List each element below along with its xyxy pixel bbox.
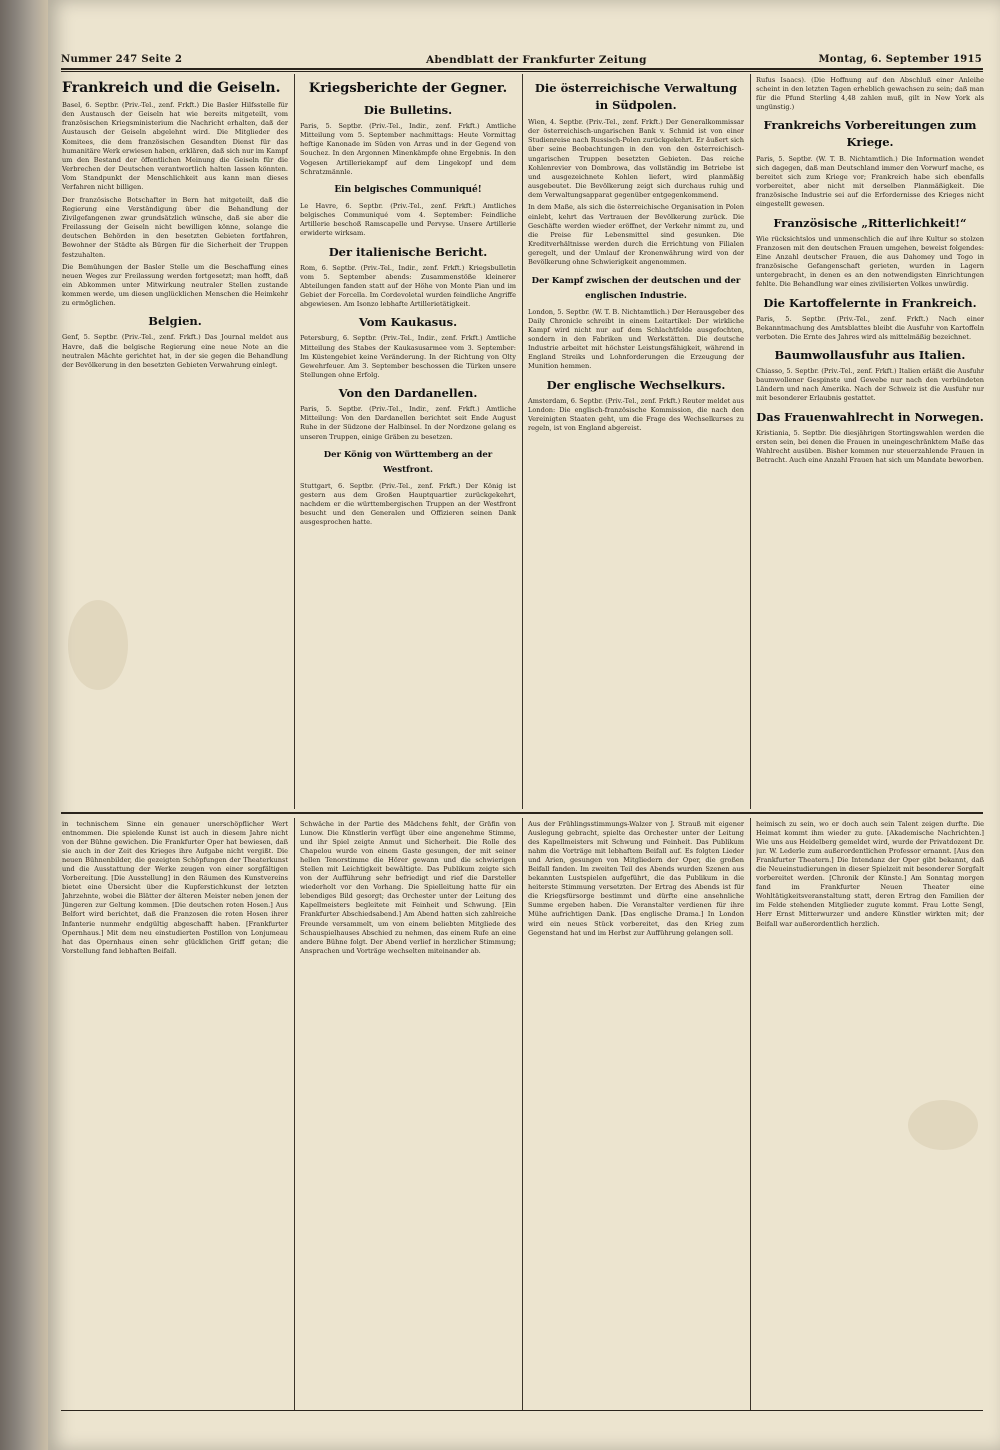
article-paragraph: Wien, 4. Septbr. (Priv.-Tel., zenf. Frkft.) Der Generalkommissar der österreichisch-ungarischen Bank v. Schmid ist von einer Studienreise nach Russisch-Polen zurückgekehrt. Er äußert sich über seine Beobachtungen in den von den österreichisch-ungarischen Truppen besetzten Gebieten. Das reiche Kohlenrevier von Dombrowa, das vollständig im Betriebe ist und ausgezeichnete Kohlen liefert, wird planmäßig ausgebeutet. Die Bevölkerung zeigt sich durchaus ruhig und dem Verwaltungsapparat gegenüber entgegenkommend. bbox=[528, 118, 744, 200]
section-heading: Der Kampf zwischen der deutschen und der englischen Industrie. bbox=[531, 275, 741, 301]
feuilleton-text: Schwäche in der Partie des Mädchens fehlt, der Gräfin von Lunow. Die Künstlerin verfügt über eine angenehme Stimme, und ihr Spiel zeigte Anmut und Sicherheit. Die Rolle des Chapelou wurde von einem Gaste gesungen, der mit seiner hellen Tenorstimme die Hörer gewann und die schwierigen Stellen mit Leichtigkeit bewältigte. Das Publikum zeigte sich von der Aufführung sehr befriedigt und rief die Darsteller wiederholt vor den Vorhang. Die Spielleitung hatte für ein lebendiges Bild gesorgt; das Orchester unter der Leitung des Kapellmeisters begleitete mit Feinheit und Schwung. [Ein Frankfurter Abschiedsabend.] Am Abend hatten sich zahlreiche Freunde versammelt, um von einem beliebten Mitgliede des Schauspielhauses Abschied zu nehmen, das einem Rufe an eine andere Bühne folgt. Der Abend verlief in herzlicher Stimmung; Ansprachen und Vorträge wechselten miteinander ab. bbox=[300, 820, 516, 955]
article-paragraph: Rom, 6. Septbr. (Priv.-Tel., Indir., zenf. Frkft.) Kriegsbulletin vom 5. September abends: Zusammenstöße kleinerer Abteilungen fanden statt auf der Höhe von Monte Pian und im Gebiet der Forcella. Im Cordevoletal wurden feindliche Angriffe abgewiesen. Am Isonzo lebhafte Artillerietätigkeit. bbox=[300, 263, 516, 309]
feuilleton-text: heimisch zu sein, wo er doch auch sein Talent zeigen durfte. Die Heimat kommt ihm wieder zu gute. [Akademische Nachrichten.] Wie uns aus Heidelberg gemeldet wird, wurde der Privatdozent Dr. jur. W. Lederle zum außerordentlichen Professor ernannt. [Aus den Frankfurter Theatern.] Die Intendanz der Oper gibt bekannt, daß die Neueinstudierungen in dieser Spielzeit mit besonderer Sorgfalt vorbereitet werden. [Chronik der Künste.] Am Sonntag morgen fand im Frankfurter Neuen Theater eine Wohltätigkeitsveranstaltung statt, deren Ertrag den Familien der im Felde stehenden Mitglieder zugute kommt. Frau Lotte Sengl, Herr Ernst Mitterwurzer und andere Künstler wirkten mit; der Beifall war außerordentlich herzlich. bbox=[756, 820, 984, 928]
article-paragraph: Rufus Isaacs). (Die Hoffnung auf den Abschluß einer Anleihe scheint in den letzten Tagen erheblich gewachsen zu sein; daß man für die Pfund Sterling 4,48 zahlen muß, gilt in New York als ungünstig.) bbox=[756, 76, 984, 112]
article-paragraph: Stuttgart, 6. Septbr. (Priv.-Tel., zenf. Frkft.) Der König ist gestern aus dem Großen Hauptquartier zurückgekehrt, nachdem er die württembergischen Truppen an der Westfront besucht und den Generalen und Offizieren seinen Dank ausgesprochen hatte. bbox=[300, 481, 516, 527]
column-2 bbox=[300, 76, 516, 808]
masthead-rule bbox=[61, 71, 983, 72]
article-headline: Kriegsberichte der Gegner. bbox=[308, 81, 508, 96]
column-4 bbox=[756, 76, 984, 808]
feuilleton-column-4 bbox=[756, 820, 984, 1408]
section-heading: Der englische Wechselkurs. bbox=[546, 377, 726, 392]
section-heading: Das Frauenwahlrecht in Norwegen. bbox=[756, 409, 984, 424]
article-paragraph: Chiasso, 5. Septbr. (Priv.-Tel., zenf. Frkft.) Italien erläßt die Ausfuhr baumwollener Gespinste und Gewebe nur nach den verbündeten Ländern und nach Amerika. Nach der Schweiz ist die Ausfuhr nur mit besonderer Erlaubnis gestattet. bbox=[756, 366, 984, 403]
article-paragraph: Le Havre, 6. Septbr. (Priv.-Tel., zenf. Frkft.) Amtliches belgisches Communiqué vom 4. September: Feindliche Artillerie beschoß Ramscapelle und Pervyse. Unsere Artillerie erwiderte wirksam. bbox=[300, 201, 516, 238]
article-paragraph: Paris, 5. Septbr. (W. T. B. Nichtamtlich.) Die Information wendet sich dagegen, daß man Deutschland immer den Vorwurf mache, es bereitet sich zum Kriege vor; Frankreich habe sich ebenfalls vorbereitet, aber nicht mit derselben Planmäßigkeit. Die französische Industrie sei auf die Erfordernisse des Krieges nicht eingestellt gewesen. bbox=[756, 154, 984, 209]
article-paragraph: Basel, 6. Septbr. (Priv.-Tel., zenf. Frkft.) Die Basler Hilfsstelle für den Austausch der Geiseln hat wie bereits mitgeteilt, vom französischen Kriegsministerium die Nachricht erhalten, daß der Austausch der Geiseln abgelehnt wird. Die Mitglieder des Komitees, die dem französischen Gesandten Dienst für das humanitäre Werk erwiesen haben, erklären, daß sich nur im Kampf um den Bestand der öffentlichen Meinung die Geiseln für die Verbrechen der Deutschen verantwortlich halten lassen könnten. Vom Standpunkt der Menschlichkeit aus kann man dieses Verfahren nicht billigen. bbox=[62, 101, 288, 192]
feuilleton-column-3 bbox=[528, 820, 744, 1408]
section-heading: Der italienische Bericht. bbox=[328, 244, 488, 259]
article-paragraph: London, 5. Septbr. (W. T. B. Nichtamtlich.) Der Herausgeber des Daily Chronicle schreibt in einem Leitartikel: Der wirkliche Kampf wird nicht nur auf dem Schlachtfelde ausgefochten, sondern in den Fabriken und Werkstätten. Die deutsche Industrie arbeitet mit höchster Leistungsfähigkeit, während in England Streiks und Lohnforderungen die Erzeugung der Munition hemmen. bbox=[528, 307, 744, 371]
section-heading: Von den Dardanellen. bbox=[338, 386, 478, 401]
page-bottom-rule bbox=[61, 1410, 983, 1411]
article-paragraph: Genf, 5. Septbr. (Priv.-Tel., zenf. Frkft.) Das Journal meldet aus Havre, daß die belgische Regierung eine neue Note an die neutralen Mächte gerichtet hat, in der sie gegen die Behandlung der Bevölkerung in den besetzten Gebieten Verwahrung einlegt. bbox=[62, 333, 288, 369]
section-heading: Baumwollausfuhr aus Italien. bbox=[774, 347, 966, 362]
article-headline: Frankreichs Vorbereitungen zum Kriege. bbox=[763, 117, 977, 149]
section-heading: Vom Kaukasus. bbox=[358, 315, 458, 330]
article-headline: Frankreich und die Geiseln. bbox=[62, 80, 281, 96]
feuilleton-rule bbox=[61, 812, 983, 814]
article-paragraph: Kristiania, 5. Septbr. Die diesjährigen Stortingswahlen werden die ersten sein, bei denen die Frauen in uneingeschränktem Maße das Wahlrecht ausüben. Bisher kommen nur steuerzahlende Frauen in Betracht. Auch eine Anzahl Frauen hat sich um Mandate beworben. bbox=[756, 428, 984, 465]
article-paragraph: Amsterdam, 6. Septbr. (Priv.-Tel., zenf. Frkft.) Reuter meldet aus London: Die englisch-französische Kommission, die nach den Vereinigten Staaten geht, um die Frage des Wechselkurses zu regeln, ist von England abgereist. bbox=[528, 396, 744, 433]
column-rule bbox=[522, 74, 523, 809]
section-heading: Der König von Württemberg an der Westfront. bbox=[323, 449, 493, 475]
book-binding bbox=[0, 0, 48, 1450]
section-heading: Ein belgisches Communiqué! bbox=[334, 184, 482, 195]
article-paragraph: Die Bemühungen der Basler Stelle um die Beschaffung eines neuen Weges zur Freilassung werden fortgesetzt; man hofft, daß ein Abkommen unter Mitwirkung neutraler Stellen zustande kommen werde, um diesen unglücklichen Menschen die Heimkehr zu ermöglichen. bbox=[62, 262, 288, 308]
article-headline: Die österreichische Verwaltung in Südpolen. bbox=[534, 81, 738, 112]
issue-number: Nummer 247 Seite 2 bbox=[61, 54, 183, 65]
column-rule bbox=[294, 74, 295, 809]
feuilleton-column-2 bbox=[300, 820, 516, 1408]
section-heading: Belgien. bbox=[148, 314, 202, 329]
article-paragraph: Petersburg, 6. Septbr. (Priv.-Tel., Indir., zenf. Frkft.) Amtliche Mitteilung des Stabes der Kaukasusarmee vom 3. September: Im Küstengebiet keine Veränderung. In der Richtung von Olty Gewehrfeuer. Am 3. September beschossen die Türken unsere Stellungen ohne Erfolg. bbox=[300, 334, 516, 379]
section-heading: Die Bulletins. bbox=[363, 103, 453, 117]
article-paragraph: Paris, 5. Septbr. (Priv.-Tel., Indir., zenf. Frkft.) Amtliche Mitteilung: Von den Dardanellen berichtet seit Ende August Ruhe in der Südzone der Halbinsel. In der Nordzone gelang es unseren Truppen, einige Gräben zu besetzen. bbox=[300, 405, 516, 441]
article-paragraph: In dem Maße, als sich die österreichische Organisation in Polen einlebt, kehrt das Vertrauen der Bevölkerung zurück. Die Geschäfte werden wieder eröffnet, der Verkehr nimmt zu, und die Preise für Lebensmittel sind gesunken. Die Kreditverhältnisse werden durch die Errichtung von Filialen geregelt, und der Umlauf der Kronenwährung wird von der Bevölkerung ohne Schwierigkeit angenommen. bbox=[528, 203, 744, 267]
newspaper-sheet bbox=[48, 0, 1000, 1450]
article-paragraph: Paris, 5. Septbr. (Priv.-Tel., zenf. Frkft.) Nach einer Bekanntmachung des Amtsblattes bleibt die Ausfuhr von Kartoffeln verboten. Die Ernte des Jahres wird als mittelmäßig bezeichnet. bbox=[756, 314, 984, 341]
article-paragraph: Wie rücksichtslos und unmenschlich die auf ihre Kultur so stolzen Franzosen mit den deutschen Frauen umgehen, beweist folgendes: Eine Anzahl deutscher Frauen, die aus Dahomey und Togo in französische Gefangenschaft gerieten, wurden in Lagern untergebracht, in denen es an den notwendigsten Einrichtungen fehlte. Die Behandlung war eines zivilisierten Volkes unwürdig. bbox=[756, 234, 984, 289]
masthead-rule bbox=[61, 68, 983, 70]
article-paragraph: Der französische Botschafter in Bern hat mitgeteilt, daß die Regierung eine Verständigung über die Behandlung der Zivilgefangenen zwar grundsätzlich wünsche, daß sie aber die Freilassung der Geiseln nicht bewilligen könne, solange die deutschen Behörden in den besetzten Gebieten fortfahren, Bewohner der Städte als Bürgen für die Sicherheit der Truppen festzuhalten. bbox=[62, 195, 288, 259]
column-rule bbox=[522, 818, 523, 1410]
column-rule bbox=[750, 74, 751, 809]
feuilleton-text: in technischem Sinne ein genauer unerschöpflicher Wert entnommen. Die spielende Kunst ist auch in diesem Jahre nicht von der Bühne gewichen. Die Frankfurter Oper hat bewiesen, daß sie auch in der Zeit des Krieges ihre Aufgabe nicht vergißt. Die neuen Bühnenbilder, die gezeigten Schöpfungen der Theaterkunst und die Ausstattung der Werke zeugen von einer sorgfältigen Vorbereitung. [Die Ausstellung] in den Räumen des Kunstvereins bietet eine Übersicht über die Kupferstichkunst der letzten Jahrzehnte, wobei die Blätter der älteren Meister neben jenen der Jüngeren zur Geltung kommen. [Die deutschen roten Hosen.] Aus Belfort wird berichtet, daß die Franzosen die roten Hosen ihrer Infanterie nunmehr endgültig abgeschafft haben. [Frankfurter Opernhaus.] Mit dem neu einstudierten Postillon von Lonjumeau hat das Opernhaus einen sehr glücklichen Griff getan; die Vorstellung fand lebhaften Beifall. bbox=[62, 820, 288, 955]
issue-date: Montag, 6. September 1915 bbox=[818, 54, 982, 65]
column-rule bbox=[294, 818, 295, 1410]
feuilleton-text: Aus der Frühlingsstimmungs-Walzer von J. Strauß mit eigener Auslegung gebracht, spielte das Orchester unter der Leitung des Kapellmeisters mit Schwung und Feinheit. Das Publikum nahm die Vorträge mit lebhaftem Beifall auf. Es folgten Lieder und Arien, gesungen von Mitgliedern der Oper, die großen Beifall fanden. Im zweiten Teil des Abends wurden Szenen aus bekannten Lustspielen aufgeführt, die das Publikum in die heiterste Stimmung versetzten. Der Ertrag des Abends ist für die Kriegsfürsorge bestimmt und dürfte eine ansehnliche Summe ergeben haben. Die Veranstalter verdienen für ihre Mühe aufrichtigen Dank. [Das englische Drama.] In London wird ein neues Stück vorbereitet, das den Krieg zum Gegenstand hat und im Herbst zur Aufführung gelangen soll. bbox=[528, 820, 744, 937]
feuilleton-column-1 bbox=[62, 820, 288, 1408]
section-heading: Französische „Ritterlichkeit!“ bbox=[773, 215, 967, 230]
article-paragraph: Paris, 5. Septbr. (Priv.-Tel., Indir., zenf. Frkft.) Amtliche Mitteilung vom 5. September nachmittags: Heute Vormittag heftige Kanonade im Süden von Arras und in der Gegend von Souchez. In den Argonnen Minenkämpfe ohne Ergebnis. In den Vogesen Artilleriekampf auf dem Lingekopf und dem Schratzmännle. bbox=[300, 122, 516, 176]
paper-title: Abendblatt der Frankfurter Zeitung bbox=[426, 54, 647, 66]
column-1 bbox=[62, 76, 288, 808]
column-rule bbox=[750, 818, 751, 1410]
column-3 bbox=[528, 76, 744, 808]
section-heading: Die Kartoffelernte in Frankreich. bbox=[763, 295, 977, 310]
